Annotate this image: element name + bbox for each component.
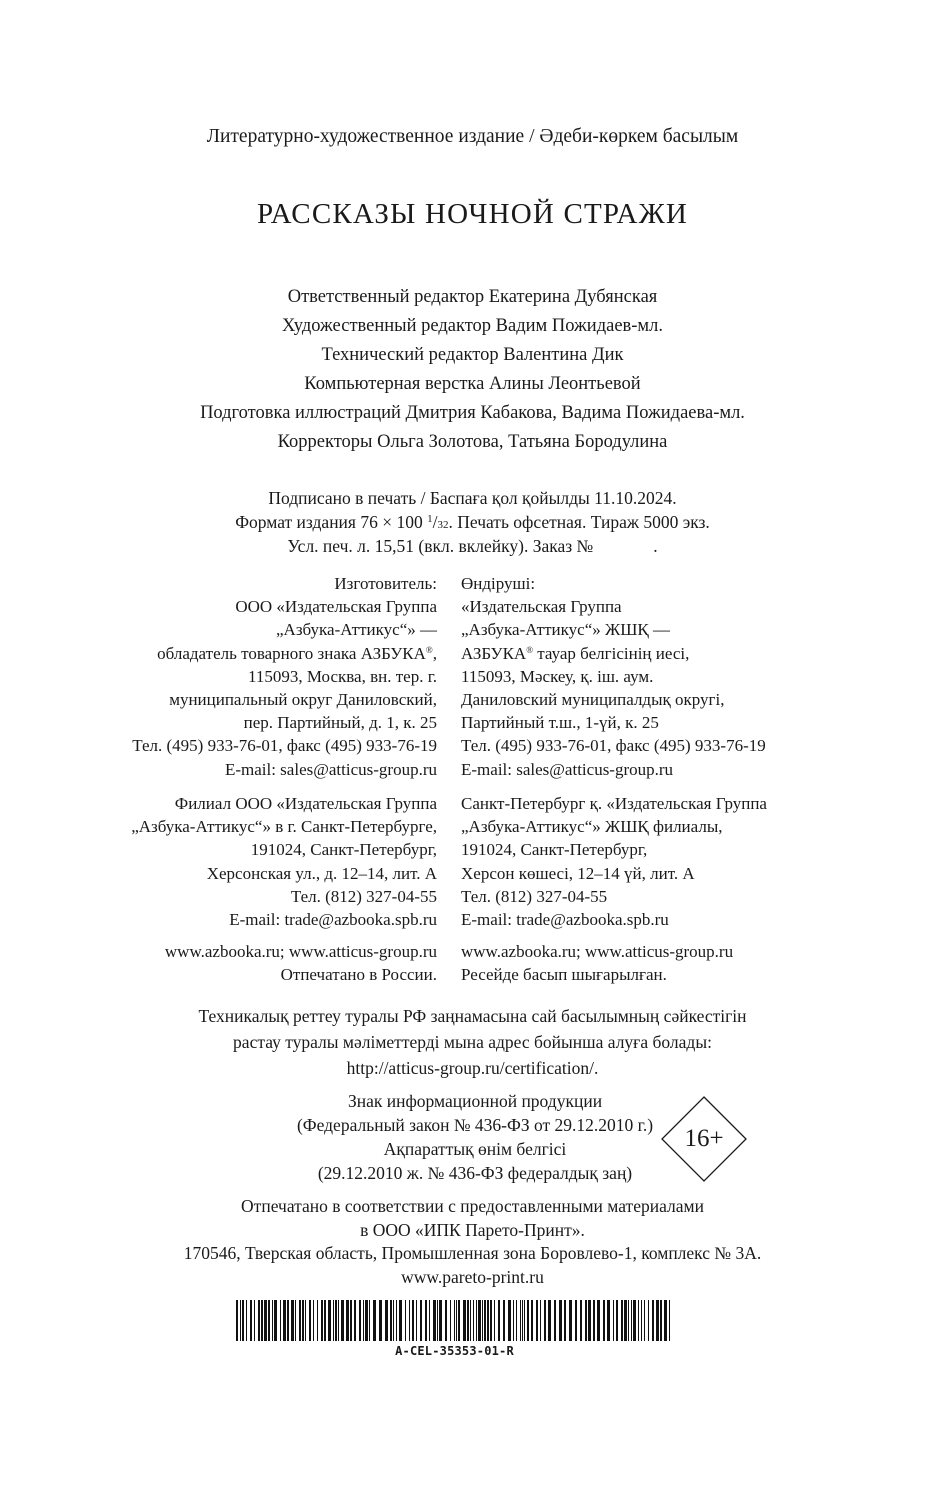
info-sign-line: Ақпараттық өнім белгісі (383, 1139, 567, 1159)
certification-block (0, 1003, 945, 1081)
trademark-text: обладатель товарного знака АЗБУКА (157, 643, 426, 663)
manufacturer-kz-branch (461, 792, 767, 931)
address-line: 115093, Москва, вн. тер. г. (247, 666, 437, 686)
manufacturer-label: Өндіруші: (461, 574, 536, 593)
info-sign-block (225, 1089, 725, 1185)
barcode-code: A-CEL-35353-01-R (395, 1344, 514, 1358)
credit-line: Корректоры Ольга Золотова, Татьяна Бородулина (277, 432, 668, 452)
address-line: 115093, Мәскеу, қ. іш. аум. (461, 666, 654, 686)
branch-line: Херсон көшесі, 12–14 үй, лит. А (461, 863, 695, 883)
credit-line: Технический редактор Валентина Дик (321, 345, 624, 365)
age-rating-badge (661, 1096, 747, 1182)
info-sign-line: (Федеральный закон № 436-ФЗ от 29.12.2010 г.) (296, 1115, 654, 1135)
registered-mark: ® (526, 644, 534, 655)
sheets-line (0, 534, 945, 558)
signed-line: Подписано в печать / Баспаға қол қойылды 11.10.2024. (268, 488, 677, 508)
genre-line: Литературно-художественное издание / Әдеби-көркем басылым (206, 126, 739, 147)
info-sign-line: Знак информационной продукции (347, 1091, 603, 1111)
printed-in-line: Отпечатано в России. (280, 965, 437, 985)
trademark-line (461, 642, 766, 665)
phone-line: Тел. (495) 933-76-01, факс (495) 933-76-19 (132, 736, 437, 756)
web-line: www.azbooka.ru; www.atticus-group.ru (164, 942, 437, 961)
address-line: Партийный т.ш., 1-үй, к. 25 (461, 713, 659, 733)
email-line: E-mail: sales@atticus-group.ru (461, 759, 674, 779)
branch-email: E-mail: trade@azbooka.spb.ru (461, 909, 669, 929)
branch-line: Херсонская ул., д. 12–14, лит. А (206, 863, 437, 883)
credits-block (0, 283, 945, 457)
printer-line: Отпечатано в соответствии с предоставленными материалами (241, 1196, 704, 1216)
company-line: „Азбука-Аттикус“» — (276, 620, 437, 640)
manufacturer-kz-web (461, 940, 733, 986)
sheets-end: . (653, 536, 658, 556)
printer-address: 170546, Тверская область, Промышленная зона Боровлево-1, комплекс № 3А. (183, 1243, 762, 1263)
format-prefix: Формат издания 76 × 100 (235, 512, 428, 532)
book-title: РАССКАЗЫ НОЧНОЙ СТРАЖИ (256, 198, 689, 230)
format-numerator: 1 (427, 513, 433, 525)
trademark-text: АЗБУКА (461, 643, 527, 663)
branch-line: Филиал ООО «Издательская Группа (174, 794, 437, 813)
info-sign-line: (29.12.2010 ж. № 436-ФЗ федералдық заң) (317, 1163, 633, 1183)
certification-line: растау туралы мәліметтерді мына адрес бойынша алуға болады: (233, 1032, 712, 1052)
branch-line: 191024, Санкт-Петербург, (461, 840, 648, 860)
phone-line: Тел. (495) 933-76-01, факс (495) 933-76-19 (461, 736, 766, 756)
printer-block (0, 1195, 945, 1289)
trademark-line (132, 642, 437, 665)
address-line: муниципальный округ Даниловский, (169, 689, 437, 709)
format-slash: / (432, 512, 438, 532)
email-line: E-mail: sales@atticus-group.ru (224, 759, 437, 779)
format-line (0, 510, 945, 534)
manufacturer-label: Изготовитель: (334, 574, 437, 593)
manufacturer-ru-branch (131, 792, 437, 931)
trademark-suffix: тауар белгісінің иесі, (533, 643, 690, 663)
format-suffix: . Печать офсетная. Тираж 5000 экз. (448, 512, 710, 532)
branch-phone: Тел. (812) 327-04-55 (461, 886, 608, 906)
certification-url: http://atticus-group.ru/certification/. (346, 1058, 599, 1078)
trademark-suffix: , (432, 643, 437, 663)
printed-in-line: Ресейде басып шығарылған. (461, 965, 667, 985)
credit-line: Художественный редактор Вадим Пожидаев-мл. (282, 316, 663, 336)
printer-website: www.pareto-print.ru (401, 1266, 544, 1287)
age-rating-text: 16+ (684, 1125, 724, 1152)
barcode-icon (236, 1300, 673, 1341)
certification-line: Техникалық реттеу туралы РФ заңнамасына сай басылымның сәйкестігін (198, 1006, 747, 1026)
company-line: ООО «Издательская Группа (235, 597, 437, 617)
web-line: www.azbooka.ru; www.atticus-group.ru (461, 942, 734, 961)
branch-line: Санкт-Петербург қ. «Издательская Группа (461, 794, 767, 813)
address-line: пер. Партийный, д. 1, к. 25 (243, 713, 437, 733)
printer-line: в ООО «ИПК Парето-Принт». (360, 1219, 585, 1240)
company-line: „Азбука-Аттикус“» ЖШҚ — (461, 620, 670, 640)
company-line: «Издательская Группа (461, 597, 622, 617)
manufacturer-kz-main (461, 572, 766, 781)
branch-email: E-mail: trade@azbooka.spb.ru (229, 909, 437, 929)
sheets-text: Усл. печ. л. 15,51 (вкл. вклейку). Заказ № (287, 536, 594, 556)
branch-line: 191024, Санкт-Петербург, (250, 840, 437, 860)
print-info-block (0, 486, 945, 558)
manufacturer-ru-web (165, 940, 437, 986)
registered-mark: ® (425, 644, 433, 655)
manufacturer-ru-main (132, 572, 437, 781)
branch-line: „Азбука-Аттикус“» ЖШҚ филиалы, (461, 817, 723, 837)
credit-line: Компьютерная верстка Алины Леонтьевой (304, 374, 641, 394)
credit-line: Подготовка иллюстраций Дмитрия Кабакова, Вадима Пожидаева-мл. (200, 403, 745, 423)
branch-phone: Тел. (812) 327-04-55 (290, 886, 437, 906)
format-denominator: 32 (437, 519, 449, 531)
address-line: Даниловский муниципалдық округі, (461, 689, 725, 709)
credit-line: Ответственный редактор Екатерина Дубянская (287, 287, 658, 307)
branch-line: „Азбука-Аттикус“» в г. Санкт-Петербурге, (131, 817, 437, 837)
